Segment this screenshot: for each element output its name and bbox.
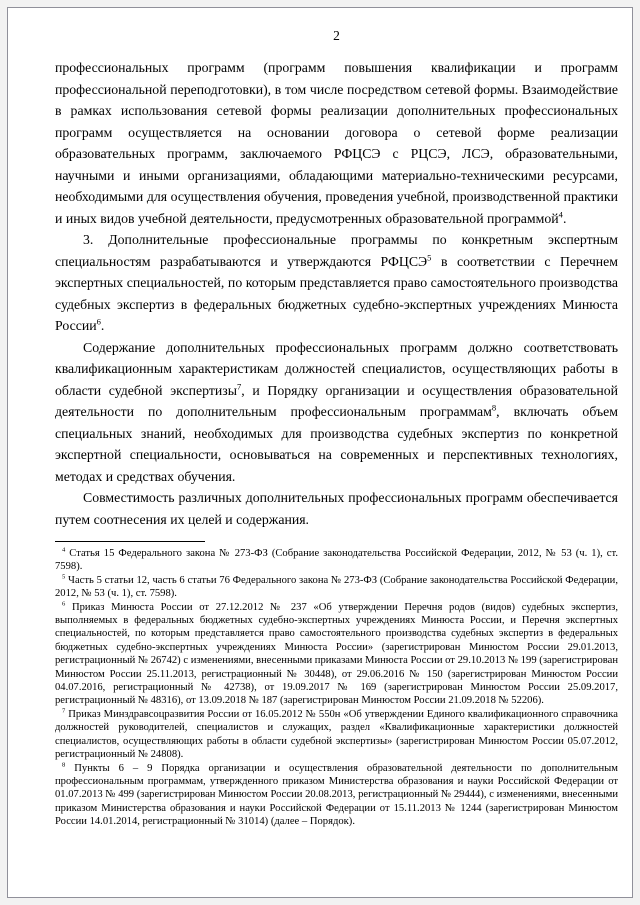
footnote-6	[55, 601, 618, 708]
footnote-text: Часть 5 статьи 12, часть 6 статьи 76 Федерального закона № 273-ФЗ (Собрание законодательства Российской Федерации, 2012, № 53 (ч. 1), ст. 7598).	[55, 574, 618, 600]
footnote-text: Пункты 6 – 9 Порядка организации и осуществления образовательной деятельности по дополнительным профессиональным программам, утвержденного приказом Министерства образования и науки Российской Федерации от 01.07.2013 № 499 (зарегистрирован Минюстом России 20.08.2013, регистрационный № 29444), с изменениями, внесенными приказом Министерства образования и науки Российской Федерации от 15.11.2013 № 1244 (зарегистрирован Минюстом России 14.01.2014, регистрационный № 31014) (далее – Порядок).	[55, 762, 618, 828]
paragraph-text: Содержание дополнительных профессиональных программ должно соответствовать квалификационным характеристикам должностей специалистов, осуществляющих работы в области судебной экспертизы	[55, 339, 618, 398]
footnote-number: 5	[62, 573, 66, 581]
footnote-text: Приказ Минздравсоцразвития России от 16.05.2012 № 550н «Об утверждении Единого квалификационного справочника должностей руководителей, специалистов и служащих, раздел «Квалификационные характеристики должностей специалистов, осуществляющих работы в области судебной экспертизы» (зарегистрирован Минюстом России 05.07.2012, регистрационный № 24808).	[55, 708, 618, 761]
paragraph-text: 3. Дополнительные профессиональные программы по конкретным экспертным специальностям разрабатываются и утверждаются РФЦСЭ	[55, 232, 618, 269]
footnote-ref-4: 4	[558, 208, 563, 219]
footnote-7	[55, 708, 618, 762]
paragraph-text: в соответствии с Перечнем экспертных специальностей, по которым представляется право самостоятельного производства судебных экспертиз в федеральных бюджетных судебно-экспертных учреждениях Минюста России	[55, 253, 618, 333]
footnote-5	[55, 574, 618, 601]
document-page	[7, 7, 633, 898]
paragraph-1	[55, 57, 618, 229]
paragraph-text: профессиональных программ (программ повышения квалификации и программ профессиональной переподготовки), в том числе посредством сетевой формы. Взаимодействие в рамках использования сетевой формы реализации дополнительных профессиональных программ осуществляется на основании договора о сетевой форме реализации образовательных программ, заключаемого РФЦСЭ с РЦСЭ, ЛСЭ, образовательными, научными и иными организациями, обладающими материально-техническими ресурсами, необходимыми для осуществления обучения, проведения учебной, производственной практики и иных видов учебной деятельности, предусмотренных образовательной программой	[55, 60, 618, 226]
paragraph-text: .	[100, 318, 105, 333]
footnote-ref-8: 8	[491, 402, 497, 413]
footnote-number: 4	[62, 546, 66, 554]
paragraph-text: , включать объем специальных знаний, необходимых для производства судебных экспертиз по конкретной экспертной специальности, основываться на современных и перспективных технологиях, методах и средствах обучения.	[55, 404, 618, 484]
paragraph-text: .	[562, 210, 567, 226]
paragraph-text: Совместимость различных дополнительных профессиональных программ обеспечивается путем соотнесения их целей и содержания.	[55, 490, 618, 527]
page-number: 2	[333, 28, 340, 43]
footnote-8	[55, 762, 618, 829]
footnote-separator	[55, 541, 205, 542]
footnotes-section	[55, 547, 618, 829]
footnote-text: Приказ Минюста России от 27.12.2012 № 237 «Об утверждении Перечня родов (видов) судебных экспертиз, выполняемых в федеральных бюджетных судебно-экспертных учреждениях Минюста России, и Перечня экспертных специальностей, по которым представляется право самостоятельного производства судебных экспертиз в федеральных бюджетных судебно-экспертных учреждениях Минюста России» (зарегистрирован Минюстом России 29.01.2013, регистрационный № 26742) с изменениями, внесенными приказами Минюста России от 29.10.2013 № 199 (зарегистрирован Минюстом России 25.11.2013, регистрационный № 30448), от 29.06.2016 № 150 (зарегистрирован Минюстом России 04.07.2016, регистрационный № 42738), от 19.09.2017 № 169 (зарегистрирован Минюстом России 25.09.2017, регистрационный № 48316), от 13.09.2018 № 187 (зарегистрирован Минюстом России 21.09.2018 № 52206).	[55, 601, 618, 707]
document-body	[55, 57, 618, 530]
footnote-number: 7	[62, 707, 66, 715]
footnote-ref-5: 5	[427, 251, 432, 262]
footnote-4	[55, 547, 618, 574]
footnote-ref-6: 6	[96, 316, 101, 327]
paragraph-text: , и Порядку организации и осуществления образовательной деятельности по дополнительным профессиональным программам	[55, 382, 618, 419]
paragraph-3	[55, 337, 618, 488]
footnote-number: 6	[62, 600, 66, 608]
footnote-text: Статья 15 Федерального закона № 273-ФЗ (Собрание законодательства Российской Федерации, 2012, № 53 (ч. 1), ст. 7598).	[55, 548, 618, 573]
footnote-ref-7: 7	[236, 380, 242, 391]
paragraph-2	[55, 229, 618, 337]
footnote-number: 8	[62, 760, 66, 768]
paragraph-4	[55, 487, 618, 530]
